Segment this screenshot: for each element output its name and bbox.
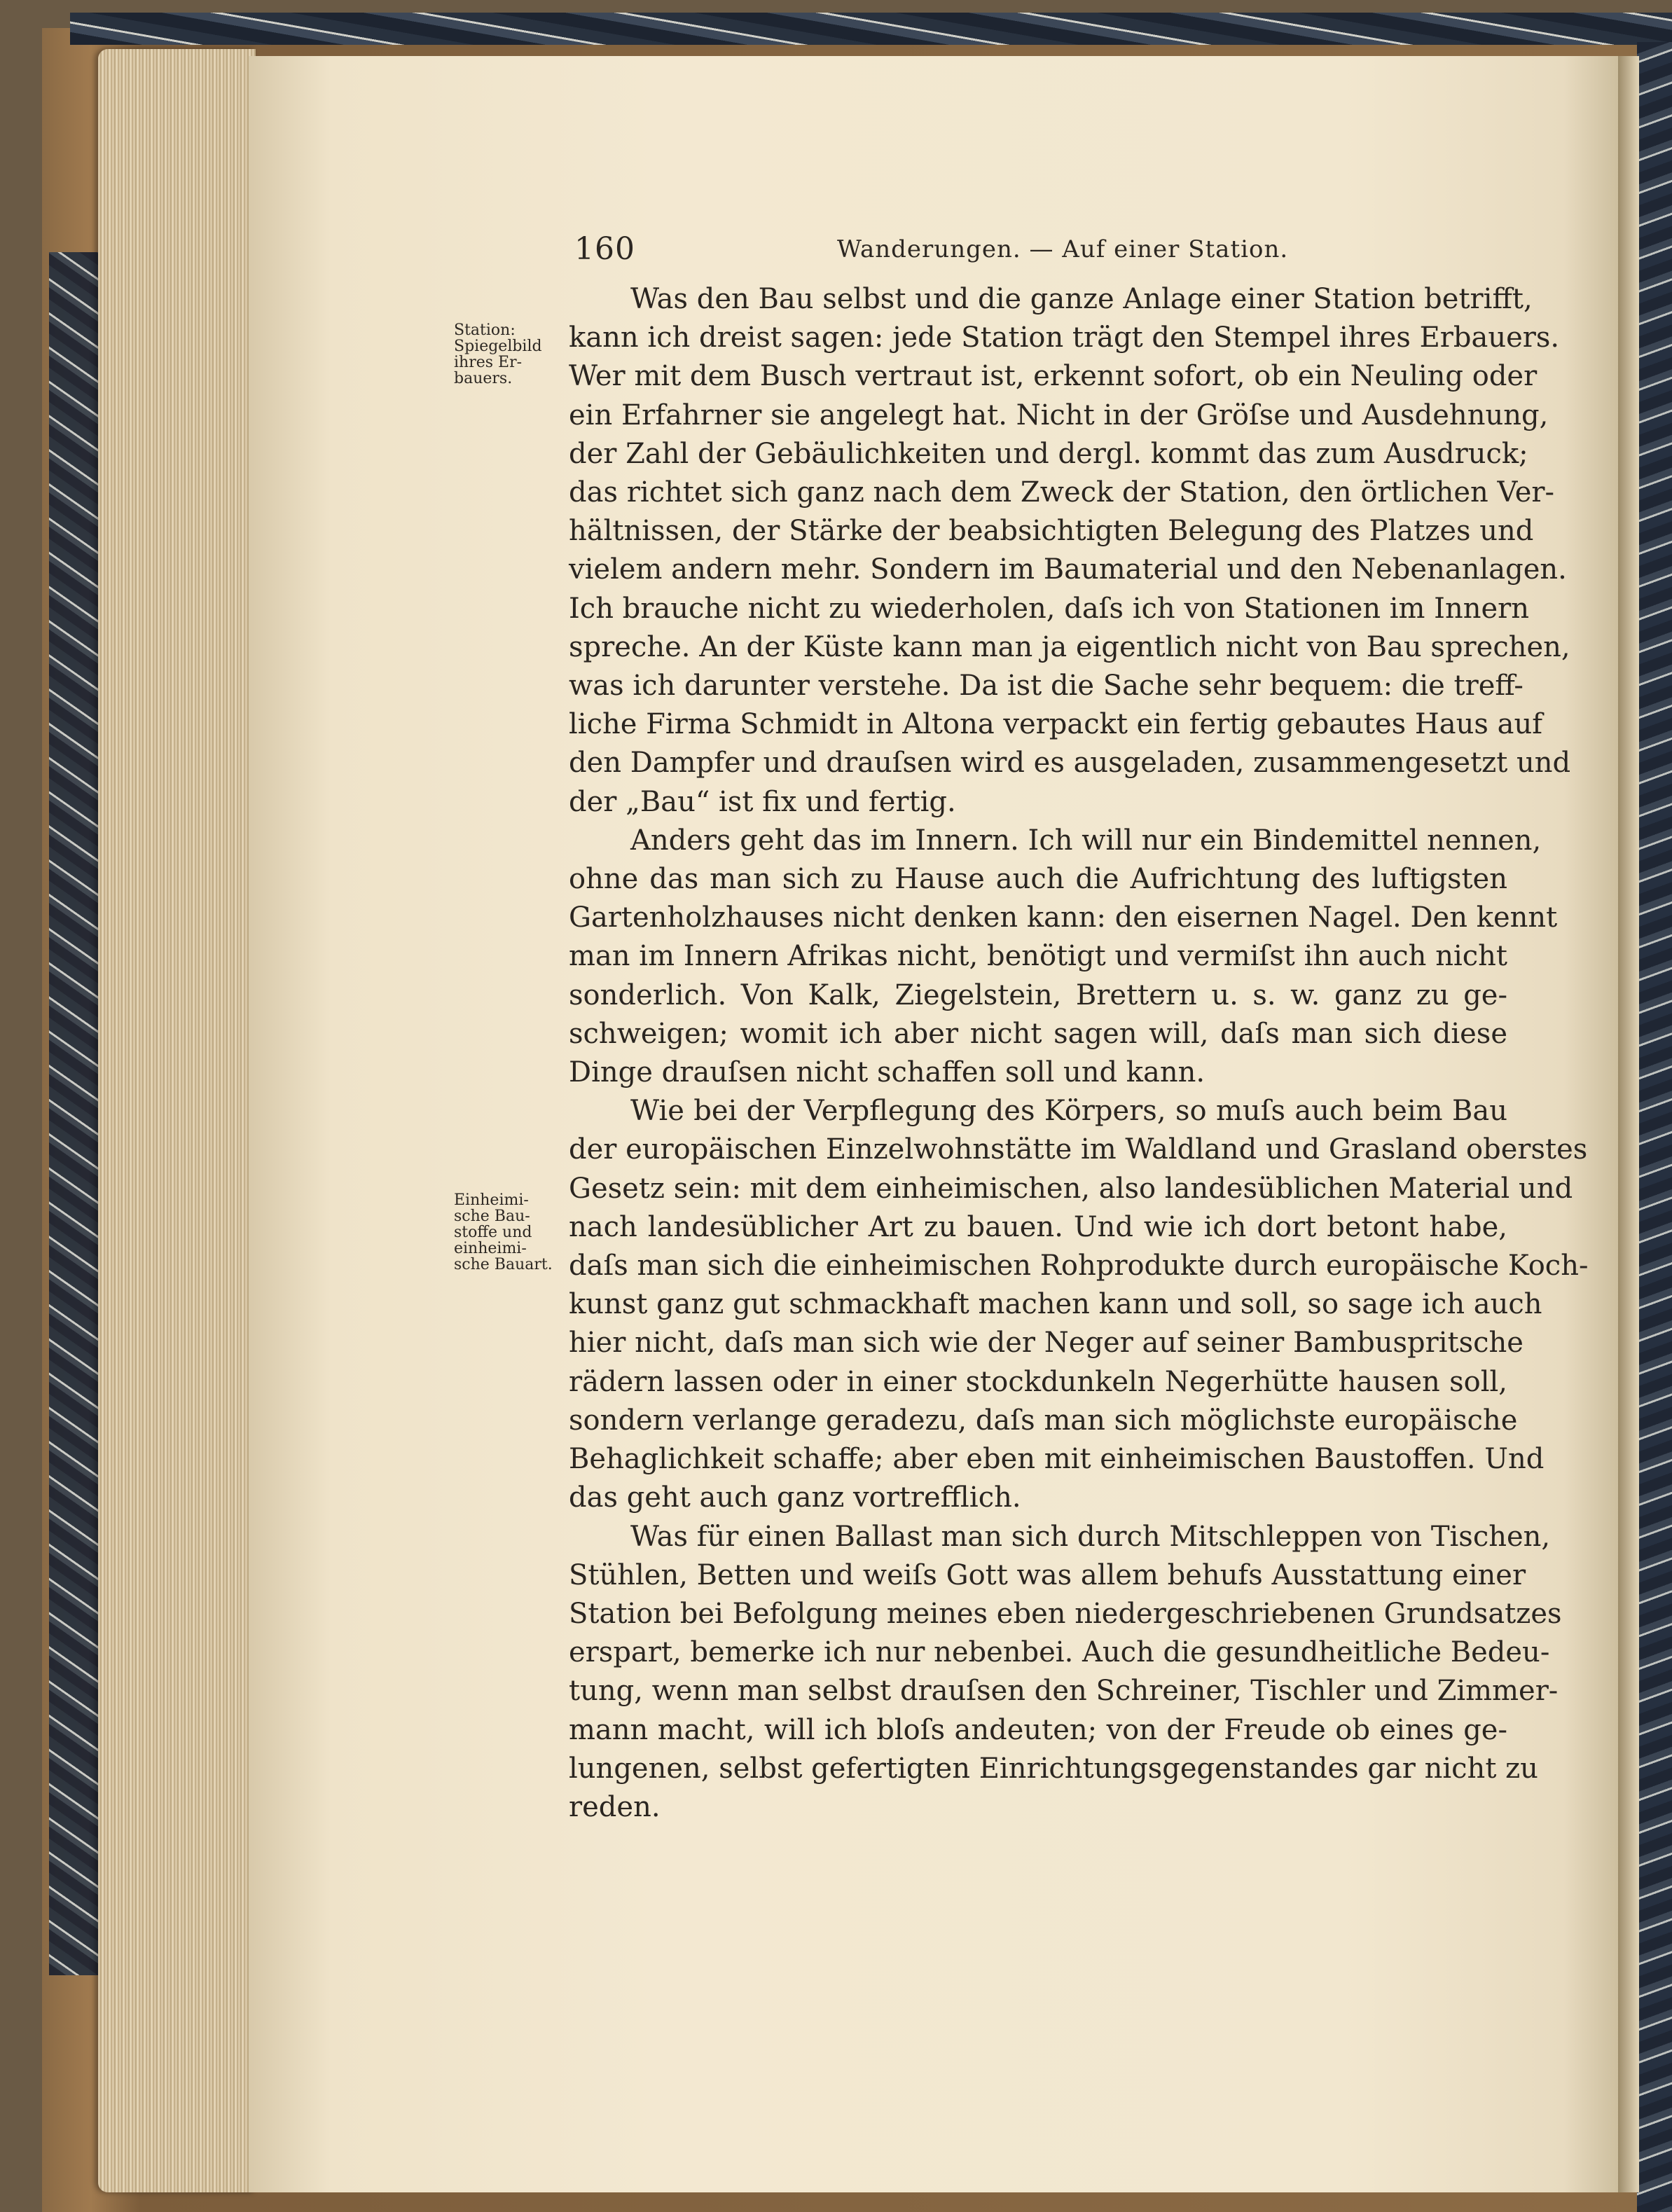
text-line: tung, wenn man selbst drauſsen den Schreiner, Tischler und Zimmer- bbox=[569, 1675, 1559, 1708]
text-line: sonderlich. Von Kalk, Ziegelstein, Brettern u. s. w. ganz zu ge- bbox=[569, 979, 1507, 1011]
text-line: schweigen; womit ich aber nicht sagen will, daſs man sich diese bbox=[569, 1017, 1507, 1050]
marbled-right-edge bbox=[1637, 42, 1672, 2212]
text-line: Gesetz sein: mit dem einheimischen, also landesüblichen Material und bbox=[569, 1172, 1573, 1205]
margin-note-bauart bbox=[454, 1192, 569, 1273]
text-line: man im Innern Afrikas nicht, benötigt und vermiſst ihn auch nicht bbox=[569, 940, 1507, 973]
text-line: den Dampfer und drauſsen wird es ausgeladen, zusammengesetzt und bbox=[569, 747, 1571, 780]
text-line: kunst ganz gut schmackhaft machen kann und soll, so sage ich auch bbox=[569, 1288, 1542, 1321]
margin-note-station bbox=[454, 322, 569, 387]
text-line: kann ich dreist sagen: jede Station trägt den Stempel ihres Erbauers. bbox=[569, 322, 1560, 354]
text-line: das geht auch ganz vortrefflich. bbox=[569, 1481, 1021, 1514]
marbled-spine bbox=[49, 252, 98, 1975]
text-line: der „Bau“ ist fix und fertig. bbox=[569, 785, 956, 818]
margin-note-line: Spiegelbild bbox=[454, 338, 542, 355]
margin-note-line: Einheimi- bbox=[454, 1191, 529, 1209]
body-text bbox=[569, 280, 1589, 1827]
text-line: sondern verlange geradezu, daſs man sich möglichste europäische bbox=[569, 1404, 1518, 1437]
text-line: Dinge drauſsen nicht schaffen soll und kann. bbox=[569, 1056, 1205, 1089]
text-line: hier nicht, daſs man sich wie der Neger auf seiner Bambuspritsche bbox=[569, 1327, 1524, 1360]
text-line: Anders geht das im Innern. Ich will nur ein Bindemittel nennen, bbox=[630, 824, 1542, 857]
text-line: liche Firma Schmidt in Altona verpackt ein fertig gebautes Haus auf bbox=[569, 708, 1543, 741]
text-line: erspart, bemerke ich nur nebenbei. Auch die gesundheitliche Bedeu- bbox=[569, 1636, 1550, 1669]
text-line: nach landesüblicher Art zu bauen. Und wie ich dort betont habe, bbox=[569, 1210, 1507, 1243]
page-block-edges bbox=[98, 49, 256, 2192]
marbled-top-edge bbox=[70, 13, 1672, 45]
text-line: der Zahl der Gebäulichkeiten und dergl. kommt das zum Ausdruck; bbox=[569, 437, 1528, 470]
text-line: Stühlen, Betten und weiſs Gott was allem behufs Ausstattung einer bbox=[569, 1558, 1526, 1591]
facing-page-edge bbox=[1618, 56, 1639, 2192]
page-header bbox=[574, 231, 1527, 273]
margin-note-line: einheimi- bbox=[454, 1240, 527, 1257]
margin-note-line: Station: bbox=[454, 322, 516, 339]
text-line: ein Erfahrner sie angelegt hat. Nicht in der Gröſse und Ausdehnung, bbox=[569, 399, 1549, 431]
margin-note-line: sche Bau- bbox=[454, 1208, 530, 1225]
text-line: was ich darunter verstehe. Da ist die Sache sehr bequem: die treff- bbox=[569, 670, 1524, 703]
text-line: spreche. An der Küste kann man ja eigentlich nicht von Bau sprechen, bbox=[569, 630, 1570, 663]
text-line: Ich brauche nicht zu wiederholen, daſs ich von Stationen im Innern bbox=[569, 592, 1530, 625]
page-number: 160 bbox=[574, 231, 635, 267]
text-line: Wer mit dem Busch vertraut ist, erkennt sofort, ob ein Neuling oder bbox=[569, 360, 1538, 393]
text-line: reden. bbox=[569, 1790, 661, 1823]
text-line: vielem andern mehr. Sondern im Baumaterial und den Nebenanlagen. bbox=[569, 553, 1567, 586]
text-line: Gartenholzhauses nicht denken kann: den eisernen Nagel. Den kennt bbox=[569, 901, 1558, 934]
text-line: Behaglichkeit schaffe; aber eben mit einheimischen Baustoffen. Und bbox=[569, 1443, 1545, 1476]
margin-note-line: ihres Er- bbox=[454, 354, 523, 371]
running-head: Wanderungen. — Auf einer Station. bbox=[837, 235, 1289, 263]
text-line: mann macht, will ich bloſs andeuten; von der Freude ob eines ge- bbox=[569, 1713, 1507, 1746]
text-line: ohne das man sich zu Hause auch die Aufrichtung des luftigsten bbox=[569, 863, 1507, 896]
text-line: Was den Bau selbst und die ganze Anlage einer Station betrifft, bbox=[630, 283, 1533, 315]
text-line: das richtet sich ganz nach dem Zweck der Station, den örtlichen Ver- bbox=[569, 476, 1555, 509]
text-line: rädern lassen oder in einer stockdunkeln Negerhütte hausen soll, bbox=[569, 1365, 1507, 1398]
text-line: Station bei Befolgung meines eben niedergeschriebenen Grundsatzes bbox=[569, 1597, 1562, 1630]
text-line: daſs man sich die einheimischen Rohprodukte durch europäische Koch- bbox=[569, 1250, 1589, 1283]
margin-note-line: bauers. bbox=[454, 370, 513, 387]
margin-note-line: sche Bauart. bbox=[454, 1256, 553, 1273]
text-line: hältnissen, der Stärke der beabsichtigten Belegung des Platzes und bbox=[569, 515, 1534, 548]
text-line: lungenen, selbst gefertigten Einrichtungsgegenstandes gar nicht zu bbox=[569, 1752, 1538, 1785]
text-line: Was für einen Ballast man sich durch Mitschleppen von Tischen, bbox=[630, 1520, 1551, 1553]
margin-note-line: stoffe und bbox=[454, 1224, 532, 1241]
text-line: Wie bei der Verpflegung des Körpers, so muſs auch beim Bau bbox=[630, 1095, 1507, 1128]
text-line: der europäischen Einzelwohnstätte im Waldland und Grasland oberstes bbox=[569, 1133, 1588, 1166]
